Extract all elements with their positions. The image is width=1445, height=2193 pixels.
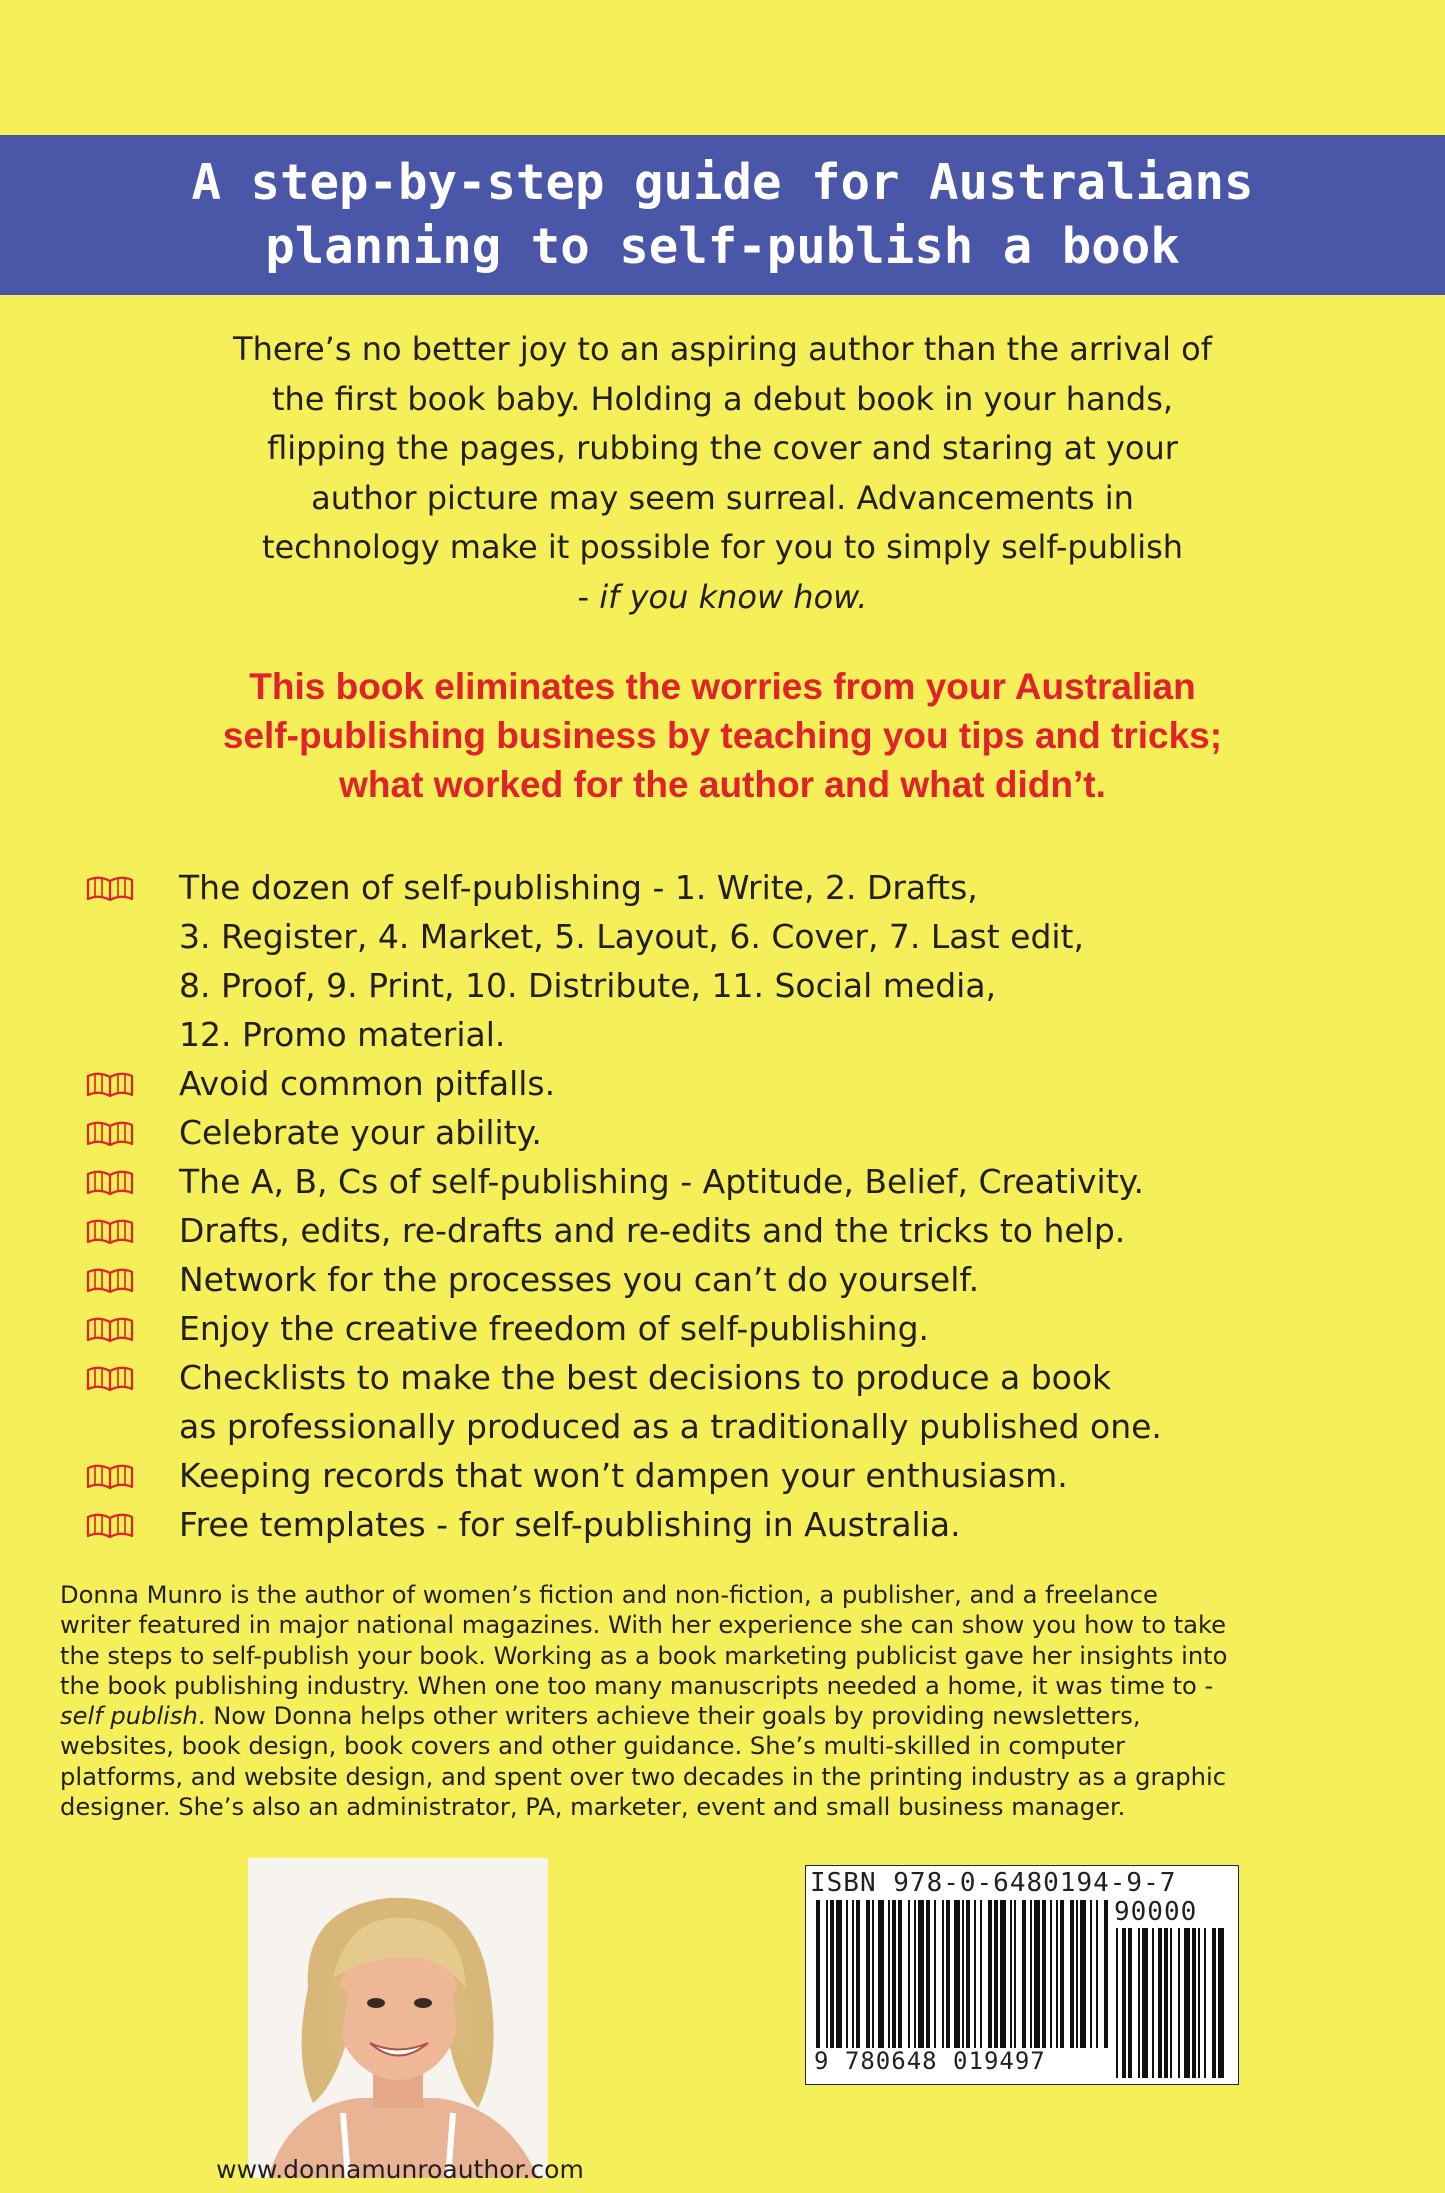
addon-bar	[1192, 1928, 1196, 2078]
bio-line: the book publishing industry. When one too many manuscripts needed a home, it was time to -	[60, 1671, 1214, 1700]
barcode-bar	[908, 1900, 910, 2048]
barcode-bar	[980, 1900, 982, 2048]
barcode-bar	[1104, 1900, 1108, 2048]
open-book-icon	[85, 1059, 141, 1108]
addon-bar	[1138, 1928, 1140, 2078]
barcode-bar	[962, 1900, 964, 2048]
intro-line: flipping the pages, rubbing the cover and staring at your	[267, 429, 1178, 467]
barcode-bar	[994, 1900, 998, 2048]
feature-line: The dozen of self-publishing - 1. Write, 2. Drafts,	[179, 868, 978, 907]
feature-line: 3. Register, 4. Market, 5. Layout, 6. Cover, 7. Last edit,	[179, 917, 1084, 956]
barcode-bar	[934, 1900, 936, 2048]
bio-line: . Now Donna helps other writers achieve their goals by providing newsletters,	[197, 1702, 1141, 1731]
feature-text	[179, 1108, 542, 1157]
feature-text	[179, 1059, 555, 1108]
feature-line: Enjoy the creative freedom of self-publishing.	[179, 1309, 930, 1348]
barcode-bar	[1022, 1900, 1026, 2048]
addon-bar	[1116, 1928, 1118, 2078]
feature-line: Checklists to make the best decisions to produce a book	[179, 1358, 1112, 1397]
feature-line: Free templates - for self-publishing in Australia.	[179, 1505, 961, 1544]
barcode-bar	[1030, 1900, 1032, 2048]
addon-bar	[1218, 1928, 1224, 2078]
bio-line: Donna Munro is the author of women’s fiction and non-fiction, a publisher, and a freelance	[60, 1581, 1158, 1609]
open-book-icon	[85, 1451, 141, 1500]
addon-bar	[1158, 1928, 1162, 2078]
author-bio	[60, 1580, 1390, 1822]
addon-bar	[1178, 1928, 1180, 2078]
barcode-bar	[1034, 1900, 1040, 2048]
feature-text	[179, 1451, 1068, 1500]
barcode-bar	[1000, 1900, 1006, 2048]
barcode-bar	[1070, 1900, 1074, 2048]
addon-bar	[1152, 1928, 1154, 2078]
barcode-bar	[914, 1900, 916, 2048]
author-portrait-illustration	[248, 1858, 548, 2178]
banner-line-2: planning to self-publish a book	[265, 218, 1180, 275]
barcode-bar	[866, 1900, 870, 2048]
barcode-bar	[918, 1900, 924, 2048]
open-book-icon	[85, 1353, 141, 1402]
barcode-bar	[1010, 1900, 1012, 2048]
barcode-digits: 9 780648 019497	[814, 2047, 1046, 2075]
barcode-bar	[852, 1900, 854, 2048]
author-photo	[248, 1858, 548, 2178]
intro-line: technology make it possible for you to simply self-publish	[261, 528, 1184, 566]
intro-paragraph	[140, 325, 1305, 622]
addon-bar	[1204, 1928, 1206, 2078]
open-book-icon	[85, 863, 141, 912]
barcode-bar	[946, 1900, 950, 2048]
open-book-icon	[85, 1255, 141, 1304]
highlight-line: This book eliminates the worries from your Australian	[249, 666, 1196, 707]
feature-text	[179, 1500, 961, 1549]
barcode-bar	[836, 1900, 842, 2048]
barcode-bar	[846, 1900, 848, 2048]
author-website[interactable]: www.donnamunroauthor.com	[216, 2155, 584, 2184]
feature-item	[85, 1157, 1385, 1206]
intro-line-prefix: -	[577, 577, 600, 616]
barcode-bar	[974, 1900, 976, 2048]
addon-bar	[1184, 1928, 1190, 2078]
feature-item	[85, 1255, 1385, 1304]
feature-text	[179, 1206, 1125, 1255]
feature-line: 8. Proof, 9. Print, 10. Distribute, 11. Social media,	[179, 966, 997, 1005]
barcode-bar	[988, 1900, 992, 2048]
feature-text	[179, 1157, 1144, 1206]
addon-bar	[1142, 1928, 1148, 2078]
barcode-bar	[888, 1900, 890, 2048]
bio-line: platforms, and website design, and spent over two decades in the printing industry as a graphic	[60, 1762, 1226, 1791]
highlight-statement	[90, 662, 1355, 809]
barcode-bar	[1060, 1900, 1064, 2048]
feature-text	[179, 1353, 1162, 1451]
feature-item	[85, 863, 1385, 1059]
feature-text	[179, 863, 1084, 1059]
barcode-bar	[816, 1900, 820, 2048]
barcode-bar	[878, 1900, 884, 2048]
intro-emphasis: if you know how.	[599, 577, 868, 616]
highlight-line: self-publishing business by teaching you tips and tricks;	[222, 715, 1223, 756]
feature-item	[85, 1206, 1385, 1255]
addon-bar	[1122, 1928, 1126, 2078]
barcode-bar	[1096, 1900, 1098, 2048]
open-book-icon	[85, 1304, 141, 1353]
feature-line: Celebrate your ability.	[179, 1113, 542, 1152]
bio-emphasis: self publish	[60, 1702, 198, 1731]
barcode-bar	[1042, 1900, 1046, 2048]
feature-line: Drafts, edits, re-drafts and re-edits and the tricks to help.	[179, 1211, 1126, 1250]
title-banner	[0, 135, 1445, 295]
barcode-bar	[1090, 1900, 1092, 2048]
feature-line: Network for the processes you can’t do yourself.	[179, 1260, 980, 1299]
feature-list	[85, 863, 1385, 1549]
feature-item	[85, 1500, 1385, 1549]
feature-line: 12. Promo material.	[179, 1015, 506, 1054]
banner-title	[191, 151, 1253, 279]
open-book-icon	[85, 1500, 141, 1549]
highlight-line: what worked for the author and what didn’t.	[339, 764, 1106, 805]
feature-item	[85, 1353, 1385, 1451]
feature-line: Keeping records that won’t dampen your enthusiasm.	[179, 1456, 1068, 1495]
addon-bar	[1170, 1928, 1172, 2078]
barcode-bar	[1050, 1900, 1052, 2048]
barcode-bar	[830, 1900, 834, 2048]
addon-bar	[1212, 1928, 1216, 2078]
intro-line: the first book baby. Holding a debut book in your hands,	[271, 379, 1174, 418]
barcode-bar	[1076, 1900, 1078, 2048]
feature-item	[85, 1304, 1385, 1353]
intro-line: There’s no better joy to an aspiring author than the arrival of	[233, 330, 1212, 368]
feature-item	[85, 1451, 1385, 1500]
barcode-bar	[1080, 1900, 1086, 2048]
addon-bar	[1164, 1928, 1168, 2078]
feature-text	[179, 1255, 979, 1304]
barcode-bar	[942, 1900, 944, 2048]
barcode-bar	[926, 1900, 930, 2048]
bio-line: designer. She’s also an administrator, PA, marketer, event and small business manager.	[60, 1793, 1126, 1822]
barcode-bar	[1056, 1900, 1058, 2048]
barcode-bar	[898, 1900, 902, 2048]
barcode-bar	[856, 1900, 860, 2048]
open-book-icon	[85, 1206, 141, 1255]
feature-line: as professionally produced as a traditionally published one.	[179, 1407, 1162, 1446]
feature-item	[85, 1059, 1385, 1108]
feature-line: The A, B, Cs of self-publishing - Aptitude, Belief, Creativity.	[179, 1162, 1144, 1201]
barcode-bar	[1014, 1900, 1016, 2048]
feature-text	[179, 1304, 929, 1353]
addon-bar	[1128, 1928, 1132, 2078]
feature-line: Avoid common pitfalls.	[179, 1064, 556, 1103]
intro-line: author picture may seem surreal. Advancements in	[311, 478, 1134, 517]
bio-line: the steps to self-publish your book. Working as a book marketing publicist gave her insights into	[60, 1641, 1228, 1670]
isbn-label: ISBN 978-0-6480194-9-7	[810, 1868, 1177, 1898]
banner-line-1: A step-by-step guide for Australians	[191, 154, 1254, 211]
barcode-bar	[826, 1900, 828, 2048]
bio-line: websites, book design, book covers and other guidance. She’s multi-skilled in computer	[60, 1732, 1126, 1761]
feature-item	[85, 1108, 1385, 1157]
open-book-icon	[85, 1157, 141, 1206]
barcode-bar	[966, 1900, 970, 2048]
open-book-icon	[85, 1108, 141, 1157]
barcode-bar	[892, 1900, 896, 2048]
bio-line: writer featured in major national magazines. With her experience she can show you how to take	[60, 1611, 1227, 1640]
barcode-bar	[872, 1900, 874, 2048]
addon-bar	[1198, 1928, 1200, 2078]
isbn-addon: 90000	[1114, 1897, 1198, 1927]
isbn-barcode	[805, 1865, 1239, 2085]
barcode-bar	[954, 1900, 960, 2048]
